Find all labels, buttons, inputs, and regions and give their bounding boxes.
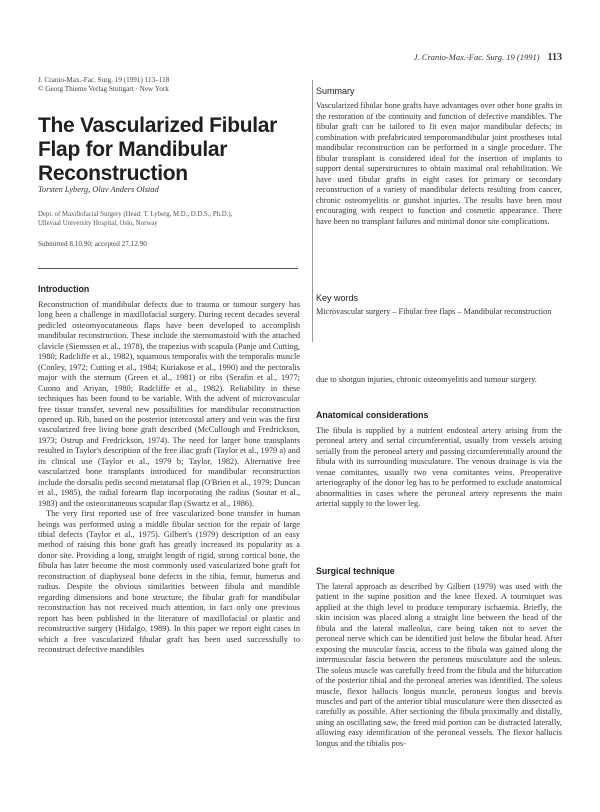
summary-text: Vascularized fibular bone grafts have advantages over other bone grafts in the restoration of the continuity and function of defective mandibles. The fibular graft can be tailored to fit even major mandibular defects; in combination with prefabricated temporomandibular joint prostheses total mandibular reconstruction can be performed in a single procedure. The fibular transplant is considered ideal for the insertion of implants to support dental superstructures to obtain maximal oral rehabilitation. We have used fibular grafts in eight cases for primary or secondary reconstruction of a variety of mandibular defects resulting from cancer, chronic osteomyelitis or gunshot injuries. The results have been most encouraging with respect to function and cosmetic appearance. There have been no transplant failures and minimal donor site complications. — [316, 101, 562, 226]
surgical-technique-heading: Surgical technique — [316, 566, 395, 576]
affiliation — [38, 210, 298, 228]
journal-info — [38, 76, 298, 94]
divider — [38, 268, 298, 269]
keywords-text: Microvascular surgery – Fibular free flaps – Mandibular reconstruction — [316, 307, 552, 316]
introduction-paragraph: The very first reported use of free vascularized bone transfer in human beings was performed using a middle fibular section for the repair of large tibial defects (Taylor et al., 1975). Gilbert's (1979) description of an easy method of raising this bone graft has greatly increased its popularity as a donor site. Providing a long, straight length of rigid, strong cortical bone, the fibula has later become the most commonly used vascularized bone graft for reconstruction of diaphyseal bone defects in the tibia, femur, humerus and radius. Despite the obvious similarities between fibula and mandible regarding dimensions and bone structure, the fibular graft for mandibular reconstruction has not received much attention, in fact only one previous report has been published in the literature of maxillofacial or plastic and reconstructive surgery (Hidalgo, 1989). In this paper we report eight cases in which a free vascularized fibular graft has been used successfully to reconstruct defective mandibles — [38, 509, 300, 654]
journal-citation: J. Cranio-Max.-Fac. Surg. 19 (1991) 113–118 — [38, 76, 170, 84]
anatomical-considerations-heading: Anatomical considerations — [316, 410, 429, 420]
summary-heading: Summary — [316, 86, 355, 96]
page-number: 113 — [547, 52, 562, 63]
running-head-journal: J. Cranio-Max.-Fac. Surg. 19 (1991) — [413, 52, 540, 62]
continued-text: due to shotgun injuries, chronic osteomyelitis and tumour surgery. — [316, 375, 537, 384]
article-title: The Vascularized Fibular Flap for Mandibular Reconstruction — [38, 114, 278, 185]
introduction-heading: Introduction — [38, 284, 90, 294]
publisher-line: © Georg Thieme Verlag Stuttgart · New York — [38, 85, 169, 93]
keywords-heading: Key words — [316, 293, 359, 303]
introduction-paragraph: Reconstruction of mandibular defects due to trauma or tumour surgery has long been a challenge in maxillofacial surgery. During recent decades several pedicled osteomyocutaneous flaps have been developed to accomplish mandibular reconstruction. These include the sternomastoid with the attached clavicle (Siemssen et al., 1978), the trapezius with scapula (Panje and Cutting, 1980; Radcliffe et al., 1982), squamous temporalis with the temporalis muscle (Conley, 1972; Cutting et al., 1984; Kuriakose et al., 1990) and the pectoralis major with the sternum (Green et al., 1981) or ribs (Serafin et al., 1977; Cuono and Ariyan, 1980; Radcliffe et al., 1982). Reliability in these techniques has been found to be variable. With the advent of microvascular free tissue transfer, several new possibilities for mandibular reconstruction opened up. Rib, based on the posterior intercostal artery and vein was the first vascularized free living bone graft described (McCullough and Fredrickson, 1973; Ostrup and Fredrickson, 1974). The need for larger bone transplants resulted in Taylor's description of the free iliac graft (Taylor et al., 1979 a) and its clinical use (Taylor et al., 1979 b; Taylor, 1982). Alternative free vascularized bone transplants introduced for mandibular reconstruction include the dorsalis pedis second metatarsal flap (O'Brien et al., 1979; Duncan et al., 1985), the radial forearm flap incorporating the radius (Soutar et al., 1983) and the osteocutaneous scapular flap (Swartz et al., 1986). — [38, 300, 300, 508]
running-head — [0, 52, 562, 63]
introduction-text — [38, 300, 300, 655]
anatomical-considerations-text: The fibula is supplied by a nutrient endosteal artery arising from the peroneal artery and serial circumferential, usually from vessels arising serially from the peroneal artery and passing circumferentially around the fibula with its surrounding musculature. The venous drainage is via the venae comitantes, usually two vena comitantes veins. Preoperative arteriography of the donor leg has to be performed to exclude anatomical abnormalities in cases where the peroneal artery represents the main arterial supply to the lower leg. — [316, 426, 562, 509]
affiliation-line: Dept. of Maxillofacial Surgery (Head: T. Lyberg, M.D., D.D.S., Ph.D.), — [38, 211, 233, 218]
affiliation-line: Ullevaal University Hospital, Oslo, Norway — [38, 220, 158, 227]
authors: Torsten Lyberg, Olav Anders Olstad — [38, 185, 159, 194]
surgical-technique-text: The lateral approach as described by Gilbert (1979) was used with the patient in the supine position and the knee flexed. A tourniquet was applied at the thigh level to produce temporary ischaemia. Briefly, the skin incision was placed along a straight line between the head of the fibula and the lateral malleolus, care being taken not to sever the peroneal nerve which can be identified just below the fibular head. After exposing the muscular fascia, access to the fibula was gained along the intermuscular fascia between the peroneus musculature and the soleus. The soleus muscle was carefully freed from the fibula and the bifurcation of the posterior tibial and the peroneal arteries was identified. The soleus muscle, flexor hallucis longus muscle, peroneus longus and brevis muscles and part of the anterior tibial musculature were then dissected as carefully as possible. After sectioning the fibula proximally and distally, using an oscillating saw, the freed mid portion can be distracted laterally, allowing easy identification of the peroneal vessels. The flexor hallucis longus and the tibialis pos- — [316, 582, 562, 748]
submission-dates: Submitted 8.10.90; accepted 27.12.90 — [38, 240, 147, 248]
